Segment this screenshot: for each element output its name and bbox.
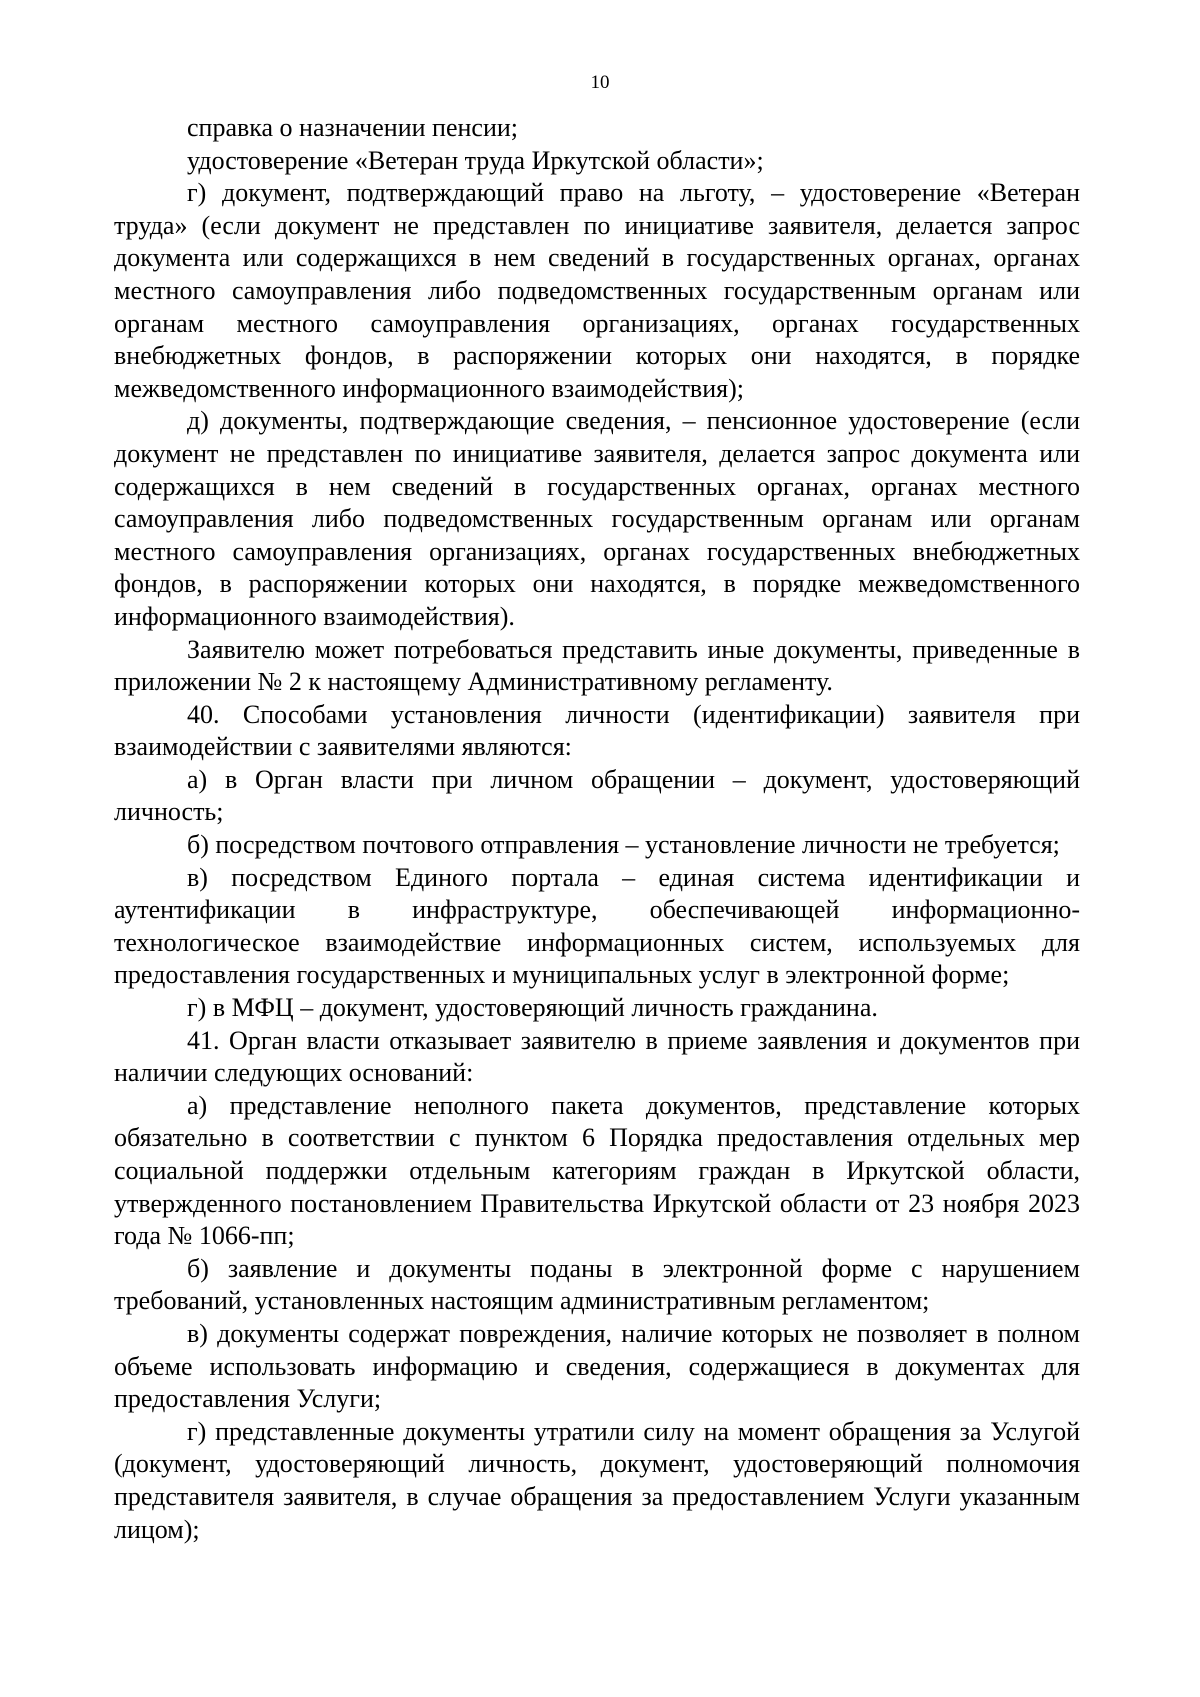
paragraph: 41. Орган власти отказывает заявителю в приеме заявления и документов при наличии следующих оснований: bbox=[114, 1025, 1080, 1088]
paragraph: г) в МФЦ – документ, удостоверяющий личность гражданина. bbox=[187, 993, 878, 1023]
paragraph: в) посредством Единого портала – единая система идентификации и аутентификации в инфраструктуре, обеспечивающей информационно-технологическое взаимодействие информационных систем, используемых для предоставления государственных и муниципальных услуг в электронной форме; bbox=[114, 862, 1080, 990]
paragraph: д) документы, подтверждающие сведения, – пенсионное удостоверение (если документ не представлен по инициативе заявителя, делается запрос документа или содержащихся в нем сведений в государственных органах, органах местного самоуправления либо подведомственных государственным органам или органам местного самоуправления организациях, органах государственных внебюджетных фондов, в распоряжении которых они находятся, в порядке межведомственного информационного взаимодействия). bbox=[114, 406, 1080, 631]
document-body bbox=[114, 112, 1080, 1546]
paragraph: справка о назначении пенсии; bbox=[187, 113, 519, 142]
paragraph: г) представленные документы утратили силу на момент обращения за Услугой (документ, удостоверяющий личность, документ, удостоверяющий полномочия представителя заявителя, в случае обращения за предоставлением Услуги указанным лицом); bbox=[114, 1416, 1080, 1544]
paragraph: 40. Способами установления личности (идентификации) заявителя при взаимодействии с заявителями являются: bbox=[114, 699, 1080, 762]
paragraph: а) в Орган власти при личном обращении – документ, удостоверяющий личность; bbox=[114, 764, 1080, 827]
paragraph: б) посредством почтового отправления – установление личности не требуется; bbox=[187, 830, 1060, 860]
page-number: 10 bbox=[590, 72, 610, 93]
paragraph: удостоверение «Ветеран труда Иркутской области»; bbox=[187, 145, 764, 175]
paragraph: в) документы содержат повреждения, наличие которых не позволяет в полном объеме использовать информацию и сведения, содержащиеся в документах для предоставления Услуги; bbox=[114, 1318, 1080, 1414]
paragraph: Заявителю может потребоваться представить иные документы, приведенные в приложении № 2 к настоящему Административному регламенту. bbox=[114, 634, 1080, 697]
paragraph: а) представление неполного пакета документов, представление которых обязательно в соответствии с пунктом 6 Порядка предоставления отдельных мер социальной поддержки отдельным категориям граждан в Иркутской области, утвержденного постановлением Правительства Иркутской области от 23 ноября 2023 года № 1066-пп; bbox=[114, 1090, 1080, 1251]
paragraph: б) заявление и документы поданы в электронной форме с нарушением требований, установленных настоящим административным регламентом; bbox=[114, 1253, 1080, 1316]
paragraph: г) документ, подтверждающий право на льготу, – удостоверение «Ветеран труда» (если документ не представлен по инициативе заявителя, делается запрос документа или содержащихся в нем сведений в государственных органах, органах местного самоуправления либо подведомственных государственным органам или органам местного самоуправления организациях, органах государственных внебюджетных фондов, в распоряжении которых они находятся, в порядке межведомственного информационного взаимодействия); bbox=[114, 178, 1080, 403]
